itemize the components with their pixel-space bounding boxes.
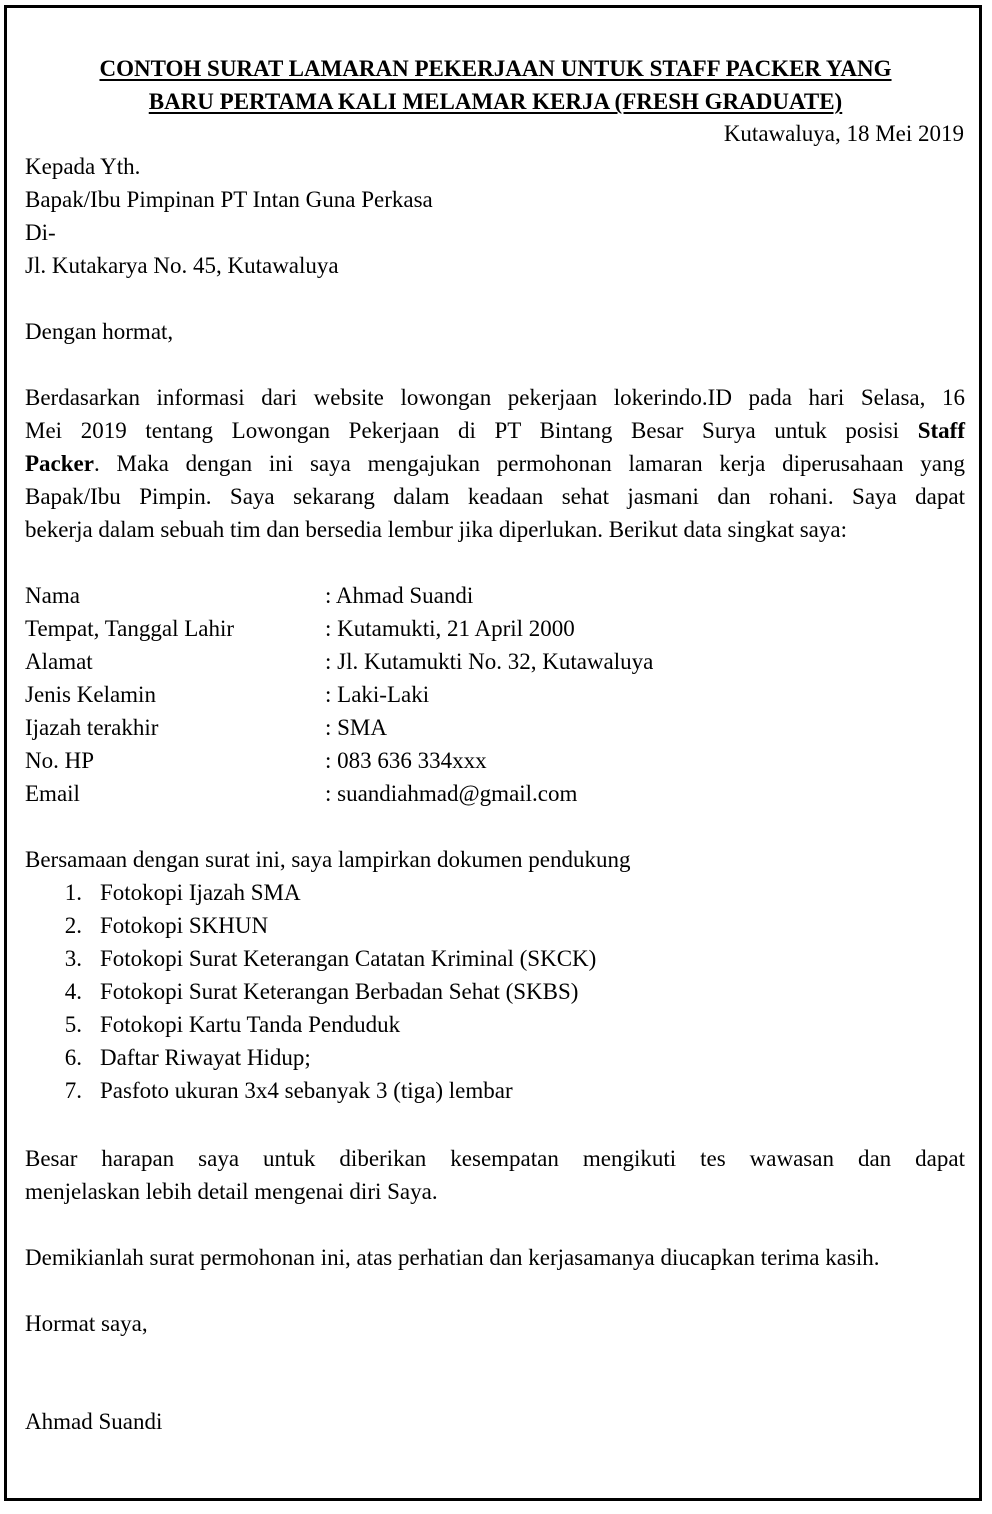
data-label: Email xyxy=(25,781,80,806)
body-line xyxy=(25,447,965,480)
signature-name: Ahmad Suandi xyxy=(25,1409,163,1434)
place-date: Kutawaluya, 18 Mei 2019 xyxy=(723,121,964,146)
data-label: No. HP xyxy=(25,748,95,773)
attachments-intro: Bersamaan dengan surat ini, saya lampirkan dokumen pendukung xyxy=(25,847,631,872)
list-number: 3. xyxy=(64,946,82,971)
body-line: Bapak/Ibu Pimpin. Saya sekarang dalam keadaan sehat jasmani dan rohani. Saya dapat xyxy=(25,484,965,509)
data-label: Ijazah terakhir xyxy=(25,715,159,740)
list-number: 5. xyxy=(64,1012,82,1037)
data-value: : Kutamukti, 21 April 2000 xyxy=(325,616,575,641)
list-item: Fotokopi Ijazah SMA xyxy=(100,880,301,905)
hope-line: menjelaskan lebih detail mengenai diri Saya. xyxy=(25,1179,438,1204)
list-item: Fotokopi Kartu Tanda Penduduk xyxy=(100,1012,401,1037)
list-number: 6. xyxy=(64,1045,82,1070)
data-label: Nama xyxy=(25,583,80,608)
sign-off: Hormat saya, xyxy=(25,1311,148,1336)
list-number: 1. xyxy=(64,880,82,905)
body-text: Mei 2019 tentang Lowongan Pekerjaan di PT Bintang Besar Surya untuk posisi xyxy=(25,418,918,443)
body-line: bekerja dalam sebuah tim dan bersedia lembur jika diperlukan. Berikut data singkat saya: xyxy=(25,517,847,542)
position-bold: Staff xyxy=(917,418,965,443)
letter-title-line-1: CONTOH SURAT LAMARAN PEKERJAAN UNTUK STAFF PACKER YANG xyxy=(99,56,892,81)
list-number: 7. xyxy=(64,1078,82,1103)
data-label: Tempat, Tanggal Lahir xyxy=(25,616,235,641)
page-border xyxy=(4,5,982,1501)
letter-title-line-2: BARU PERTAMA KALI MELAMAR KERJA (FRESH GRADUATE) xyxy=(148,89,843,114)
data-value: : 083 636 334xxx xyxy=(325,748,487,773)
list-number: 4. xyxy=(64,979,82,1004)
recipient-line: Jl. Kutakarya No. 45, Kutawaluya xyxy=(25,253,339,278)
recipient-line: Bapak/Ibu Pimpinan PT Intan Guna Perkasa xyxy=(25,187,433,212)
greeting: Dengan hormat, xyxy=(25,319,174,344)
body-line xyxy=(25,414,965,447)
closing-statement: Demikianlah surat permohonan ini, atas perhatian dan kerjasamanya diucapkan terima kasih. xyxy=(25,1245,880,1270)
data-value: : Ahmad Suandi xyxy=(325,583,474,608)
data-value: : Laki-Laki xyxy=(325,682,430,707)
list-item: Daftar Riwayat Hidup; xyxy=(100,1045,311,1070)
body-line: Berdasarkan informasi dari website lowongan pekerjaan lokerindo.ID pada hari Selasa, 16 xyxy=(25,385,965,410)
data-value: : SMA xyxy=(325,715,387,740)
recipient-line: Kepada Yth. xyxy=(25,154,141,179)
data-value: : Jl. Kutamukti No. 32, Kutawaluya xyxy=(325,649,654,674)
recipient-line: Di- xyxy=(25,220,56,245)
data-label: Alamat xyxy=(25,649,93,674)
list-item: Fotokopi SKHUN xyxy=(100,913,269,938)
list-item: Fotokopi Surat Keterangan Catatan Kriminal (SKCK) xyxy=(100,946,597,971)
data-label: Jenis Kelamin xyxy=(25,682,156,707)
list-item: Pasfoto ukuran 3x4 sebanyak 3 (tiga) lembar xyxy=(100,1078,513,1103)
hope-line: Besar harapan saya untuk diberikan kesempatan mengikuti tes wawasan dan dapat xyxy=(25,1146,965,1171)
data-value: : suandiahmad@gmail.com xyxy=(325,781,578,806)
position-bold: Packer xyxy=(25,451,94,476)
body-text: . Maka dengan ini saya mengajukan permohonan lamaran kerja diperusahaan yang xyxy=(93,451,965,476)
list-number: 2. xyxy=(64,913,82,938)
list-item: Fotokopi Surat Keterangan Berbadan Sehat (SKBS) xyxy=(100,979,579,1004)
